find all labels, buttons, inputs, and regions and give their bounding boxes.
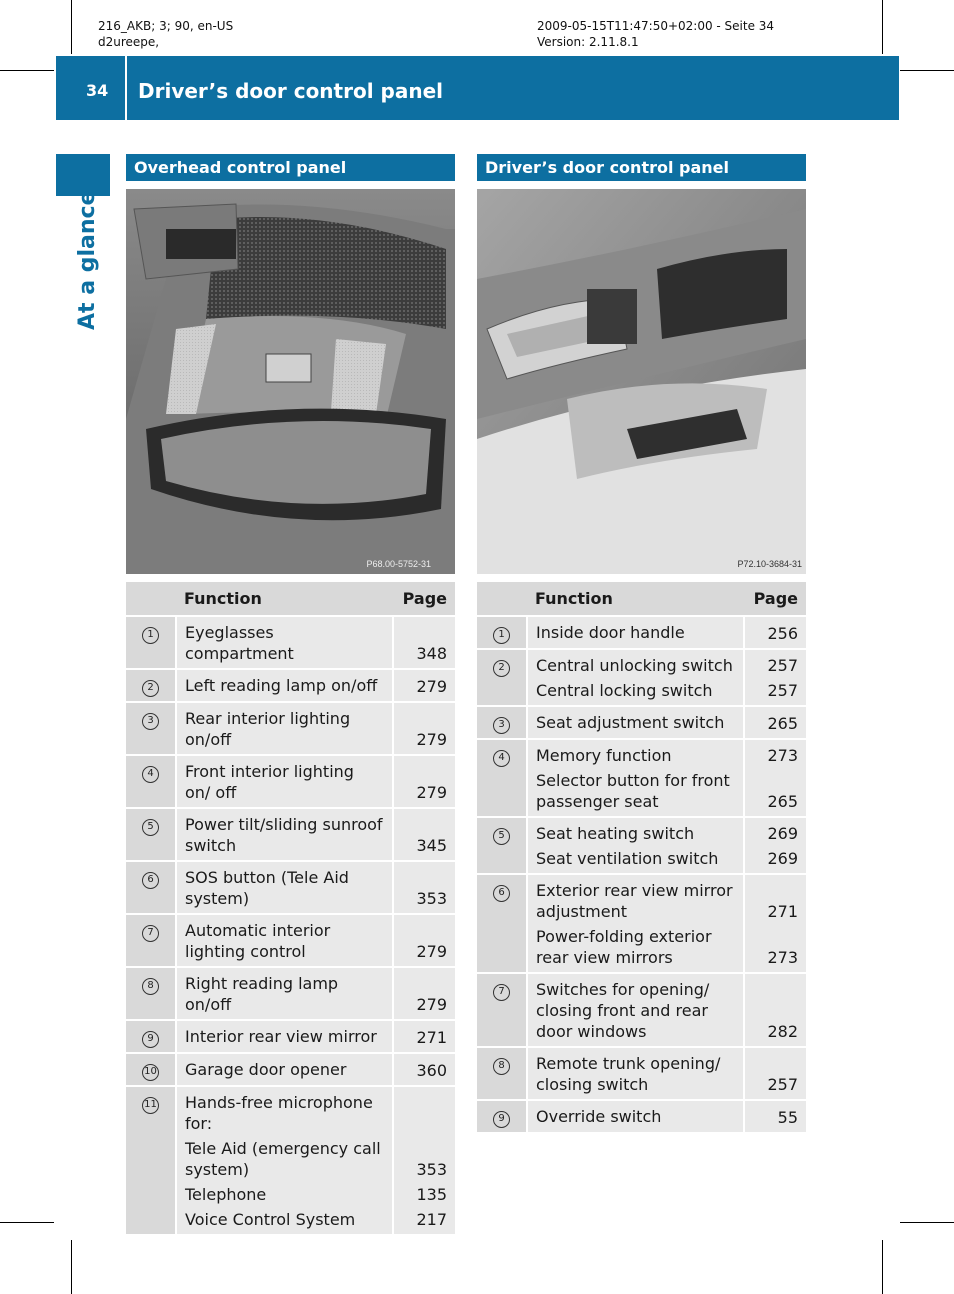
page-number-text: 360	[416, 1061, 447, 1080]
item-number-badge: 3	[142, 713, 159, 730]
function-text: Switches for opening/ closing front and rear door windows	[536, 980, 710, 1041]
item-number	[126, 616, 176, 669]
item-number	[477, 739, 527, 817]
function-cell	[527, 739, 744, 817]
crop-mark	[71, 0, 72, 54]
function-text: Eyeglasses compartment	[185, 623, 294, 663]
item-number-badge: 2	[142, 680, 159, 697]
function-cell	[527, 706, 744, 739]
table-header-page: Page	[744, 582, 806, 616]
table-row	[126, 1020, 455, 1053]
overhead-function-table	[126, 582, 455, 1236]
function-text: Remote trunk opening/ closing switch	[536, 1054, 721, 1094]
item-number	[477, 706, 527, 739]
crop-mark	[71, 1240, 72, 1294]
item-number-badge: 4	[142, 766, 159, 783]
function-text: Tele Aid (emergency call system)	[185, 1139, 381, 1179]
item-number-badge: 8	[493, 1058, 510, 1075]
item-number-badge: 7	[142, 925, 159, 942]
page-cell	[393, 669, 455, 702]
page-cell	[393, 755, 455, 808]
function-text: Override switch	[536, 1107, 662, 1126]
function-cell	[176, 1053, 393, 1086]
page-number-text: 353	[416, 1160, 447, 1179]
page-cell	[393, 1053, 455, 1086]
page-number-text	[402, 1092, 447, 1134]
function-text: Exterior rear view mirror adjustment	[536, 881, 733, 921]
page-number-text: 257	[767, 681, 798, 700]
function-text: Power tilt/sliding sunroof switch	[185, 815, 383, 855]
page-cell	[744, 1047, 806, 1100]
table-row	[126, 1086, 455, 1235]
page-number-text: 271	[416, 1028, 447, 1047]
page-cell	[744, 973, 806, 1047]
function-cell	[527, 616, 744, 649]
page-number-text: 279	[416, 995, 447, 1014]
item-number	[477, 874, 527, 973]
function-cell	[176, 1086, 393, 1235]
page-cell	[744, 874, 806, 973]
page-title: Driver’s door control panel	[138, 79, 443, 103]
page-number-text: 282	[767, 1022, 798, 1041]
page-cell	[744, 739, 806, 817]
item-number-badge: 11	[142, 1097, 159, 1114]
table-row	[126, 914, 455, 967]
page-cell	[744, 706, 806, 739]
page-number-text: 345	[416, 836, 447, 855]
item-number	[477, 649, 527, 706]
table-row	[126, 669, 455, 702]
function-text: Left reading lamp on/off	[185, 676, 378, 695]
table-row	[126, 861, 455, 914]
table-row	[477, 616, 806, 649]
page-cell	[393, 1020, 455, 1053]
item-number-badge: 9	[142, 1031, 159, 1048]
table-header-number	[477, 582, 527, 616]
page-cell	[744, 817, 806, 874]
item-number-badge: 10	[142, 1064, 159, 1081]
page-number-text: 273	[767, 746, 798, 765]
item-number	[126, 1053, 176, 1086]
function-text: Hands-free microphone for:	[185, 1093, 373, 1133]
item-number	[477, 973, 527, 1047]
crop-mark	[900, 1222, 954, 1223]
function-text: Right reading lamp on/off	[185, 974, 339, 1014]
photo-code: P72.10-3684-31	[737, 559, 802, 569]
table-row	[477, 739, 806, 817]
section-title-door: Driver’s door control panel	[477, 154, 806, 181]
section-title-overhead: Overhead control panel	[126, 154, 455, 181]
function-cell	[176, 669, 393, 702]
table-row	[126, 616, 455, 669]
photo-code: P68.00-5752-31	[366, 559, 431, 569]
function-text: Seat heating switch	[536, 824, 695, 843]
function-text: Central locking switch	[536, 681, 713, 700]
table-row	[477, 874, 806, 973]
item-number-badge: 4	[493, 750, 510, 767]
function-text: Seat ventilation switch	[536, 849, 719, 868]
item-number-badge: 1	[142, 627, 159, 644]
item-number	[477, 1047, 527, 1100]
table-header-number	[126, 582, 176, 616]
overhead-panel-photo	[126, 189, 455, 574]
print-meta-right	[537, 18, 774, 50]
function-cell	[527, 874, 744, 973]
page-cell	[744, 649, 806, 706]
function-cell	[527, 649, 744, 706]
page-number-text: 279	[416, 942, 447, 961]
function-text: Selector button for front passenger seat	[536, 771, 730, 811]
item-number-badge: 1	[493, 627, 510, 644]
function-cell	[527, 817, 744, 874]
meta-left-line2: d2ureepe,	[98, 35, 160, 49]
table-row	[126, 1053, 455, 1086]
page-number-text: 256	[767, 624, 798, 643]
page-number-text: 257	[767, 1075, 798, 1094]
door-function-table	[477, 582, 806, 1134]
page-header	[56, 56, 899, 120]
function-cell	[176, 702, 393, 755]
meta-right-line1: 2009-05-15T11:47:50+02:00 - Seite 34	[537, 19, 775, 33]
function-cell	[176, 616, 393, 669]
function-text: Rear interior lighting on/off	[185, 709, 351, 749]
function-text: Voice Control System	[185, 1210, 356, 1229]
function-cell	[527, 1100, 744, 1133]
table-row	[126, 967, 455, 1020]
page-cell	[393, 1086, 455, 1235]
page-number-text: 271	[767, 902, 798, 921]
page-number-text: 217	[416, 1210, 447, 1229]
page-number-text: 269	[767, 849, 798, 868]
function-cell	[176, 967, 393, 1020]
item-number	[477, 1100, 527, 1133]
item-number-badge: 6	[142, 872, 159, 889]
page-cell	[393, 616, 455, 669]
print-meta-left	[98, 18, 233, 50]
item-number-badge: 5	[493, 828, 510, 845]
item-number	[126, 1020, 176, 1053]
item-number	[126, 914, 176, 967]
table-row	[477, 649, 806, 706]
page-number-text: 257	[767, 656, 798, 675]
item-number-badge: 7	[493, 984, 510, 1001]
table-row	[126, 808, 455, 861]
function-cell	[176, 861, 393, 914]
function-text: Telephone	[185, 1185, 267, 1204]
table-row	[477, 973, 806, 1047]
meta-right-line2: Version: 2.11.8.1	[537, 35, 639, 49]
item-number	[126, 702, 176, 755]
page-number-text: 269	[767, 824, 798, 843]
page-cell	[744, 1100, 806, 1133]
crop-mark	[0, 1222, 54, 1223]
function-cell	[176, 808, 393, 861]
item-number-badge: 2	[493, 660, 510, 677]
meta-left-line1: 216_AKB; 3; 90, en-US	[98, 19, 234, 33]
header-divider	[125, 56, 127, 120]
function-text: Inside door handle	[536, 623, 685, 642]
crop-mark	[900, 70, 954, 71]
item-number-badge: 3	[493, 717, 510, 734]
page-number-text: 55	[777, 1108, 798, 1127]
page-number-text: 353	[416, 889, 447, 908]
function-text: Automatic interior lighting control	[185, 921, 331, 961]
function-text: Interior rear view mirror	[185, 1027, 377, 1046]
crop-mark	[0, 70, 54, 71]
crop-mark	[882, 0, 883, 54]
item-number	[126, 669, 176, 702]
page-number-text: 348	[416, 644, 447, 663]
table-row	[477, 1100, 806, 1133]
item-number	[126, 755, 176, 808]
table-row	[126, 702, 455, 755]
page-number-text: 265	[767, 792, 798, 811]
table-row	[477, 706, 806, 739]
page-number-text: 273	[767, 948, 798, 967]
function-cell	[176, 1020, 393, 1053]
item-number	[477, 817, 527, 874]
item-number	[126, 861, 176, 914]
function-text: Garage door opener	[185, 1060, 347, 1079]
function-cell	[176, 755, 393, 808]
table-row	[477, 817, 806, 874]
table-row	[126, 755, 455, 808]
item-number	[126, 808, 176, 861]
page-cell	[393, 702, 455, 755]
page-number-text: 135	[416, 1185, 447, 1204]
page-cell	[393, 861, 455, 914]
item-number	[126, 1086, 176, 1235]
item-number	[477, 616, 527, 649]
table-header-function: Function	[176, 582, 393, 616]
item-number	[126, 967, 176, 1020]
function-cell	[527, 973, 744, 1047]
function-text: Central unlocking switch	[536, 656, 733, 675]
function-text: SOS button (Tele Aid system)	[185, 868, 349, 908]
table-header-page: Page	[393, 582, 455, 616]
table-header-function: Function	[527, 582, 744, 616]
function-text: Memory function	[536, 746, 672, 765]
function-text: Power-folding exterior rear view mirrors	[536, 927, 712, 967]
item-number-badge: 6	[493, 885, 510, 902]
page-number-text: 279	[416, 783, 447, 802]
page-cell	[393, 967, 455, 1020]
page-number: 34	[86, 80, 109, 100]
page-number-text: 279	[416, 730, 447, 749]
page-number-text: 265	[767, 714, 798, 733]
item-number-badge: 9	[493, 1111, 510, 1128]
table-row	[477, 1047, 806, 1100]
function-cell	[527, 1047, 744, 1100]
item-number-badge: 5	[142, 819, 159, 836]
door-panel-photo	[477, 189, 806, 574]
crop-mark	[882, 1240, 883, 1294]
page-cell	[744, 616, 806, 649]
page-cell	[393, 914, 455, 967]
function-text: Front interior lighting on/ off	[185, 762, 354, 802]
function-text: Seat adjustment switch	[536, 713, 725, 732]
page-number-text: 279	[416, 677, 447, 696]
item-number-badge: 8	[142, 978, 159, 995]
side-tab-label: At a glance	[75, 190, 100, 330]
function-cell	[176, 914, 393, 967]
page-cell	[393, 808, 455, 861]
